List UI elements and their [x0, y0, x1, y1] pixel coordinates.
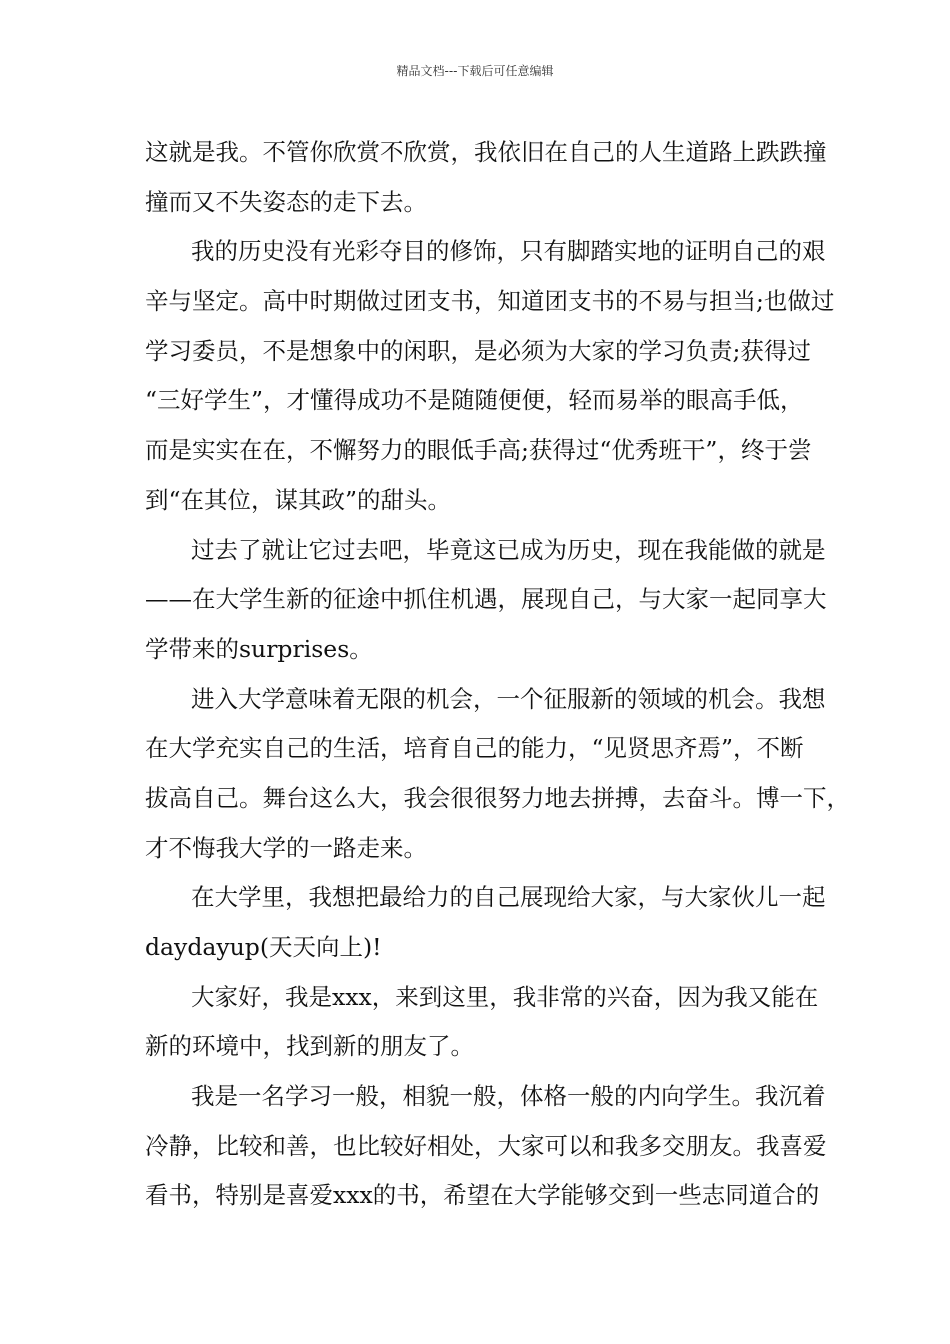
paragraph — [145, 675, 850, 874]
page-header: 精品文档---下载后可任意编辑 — [396, 64, 554, 78]
text-line: 辛与坚定。高中时期做过团支书，知道团支书的不易与担当;也做过 — [145, 287, 835, 316]
text-line: 学带来的surprises。 — [145, 634, 373, 663]
text-line: 新的环境中，找到新的朋友了。 — [145, 1032, 474, 1061]
text-line: 这就是我。不管你欣赏不欣赏，我依旧在自己的人生道路上跌跌撞 — [145, 138, 827, 166]
text-line: 撞而又不失姿态的走下去。 — [145, 187, 427, 216]
text-line: 冷静，比较和善，也比较好相处，大家可以和我多交朋友。我喜爱 — [145, 1131, 827, 1160]
paragraph — [145, 1072, 827, 1221]
text-line: ——在大学生新的征途中抓住机遇，展现自己，与大家一起同享大 — [145, 585, 827, 614]
text-line: 过去了就让它过去吧，毕竟这已成为历史，现在我能做的就是 — [191, 535, 826, 564]
paragraph — [145, 128, 827, 227]
text-line: 拔高自己。舞台这么大，我会很很努力地去拼搏，去奋斗。博一下， — [145, 783, 850, 812]
text-line: 而是实实在在，不懈努力的眼低手高;获得过“优秀班干”，终于尝 — [145, 436, 812, 465]
text-line: 才不悔我大学的一路走来。 — [145, 833, 427, 862]
paragraph — [145, 526, 827, 675]
text-line: 进入大学意味着无限的机会，一个征服新的领域的机会。我想 — [191, 684, 826, 713]
text-line: 大家好，我是xxx，来到这里，我非常的兴奋，因为我又能在 — [191, 982, 819, 1011]
text-line: 到“在其位，谋其政”的甜头。 — [145, 485, 452, 514]
text-line: 学习委员，不是想象中的闲职，是必须为大家的学习负责;获得过 — [145, 336, 811, 365]
text-line: 我的历史没有光彩夺目的修饰，只有脚踏实地的证明自己的艰 — [191, 237, 826, 266]
paragraph — [145, 227, 835, 525]
text-line: 在大学充实自己的生活，培育自己的能力，“见贤思齐焉”，不断 — [145, 734, 804, 763]
text-line: “三好学生”，才懂得成功不是随随便便，轻而易举的眼高手低， — [145, 386, 804, 415]
text-line: daydayup(天天向上)! — [145, 933, 382, 961]
document-body — [145, 128, 850, 1221]
text-line: 看书，特别是喜爱xxx的书，希望在大学能够交到一些志同道合的 — [145, 1181, 820, 1210]
paragraph — [145, 973, 819, 1072]
text-line: 在大学里，我想把最给力的自己展现给大家，与大家伙儿一起 — [191, 883, 826, 912]
paragraph — [145, 873, 826, 972]
text-line: 我是一名学习一般，相貌一般，体格一般的内向学生。我沉着 — [191, 1082, 826, 1111]
